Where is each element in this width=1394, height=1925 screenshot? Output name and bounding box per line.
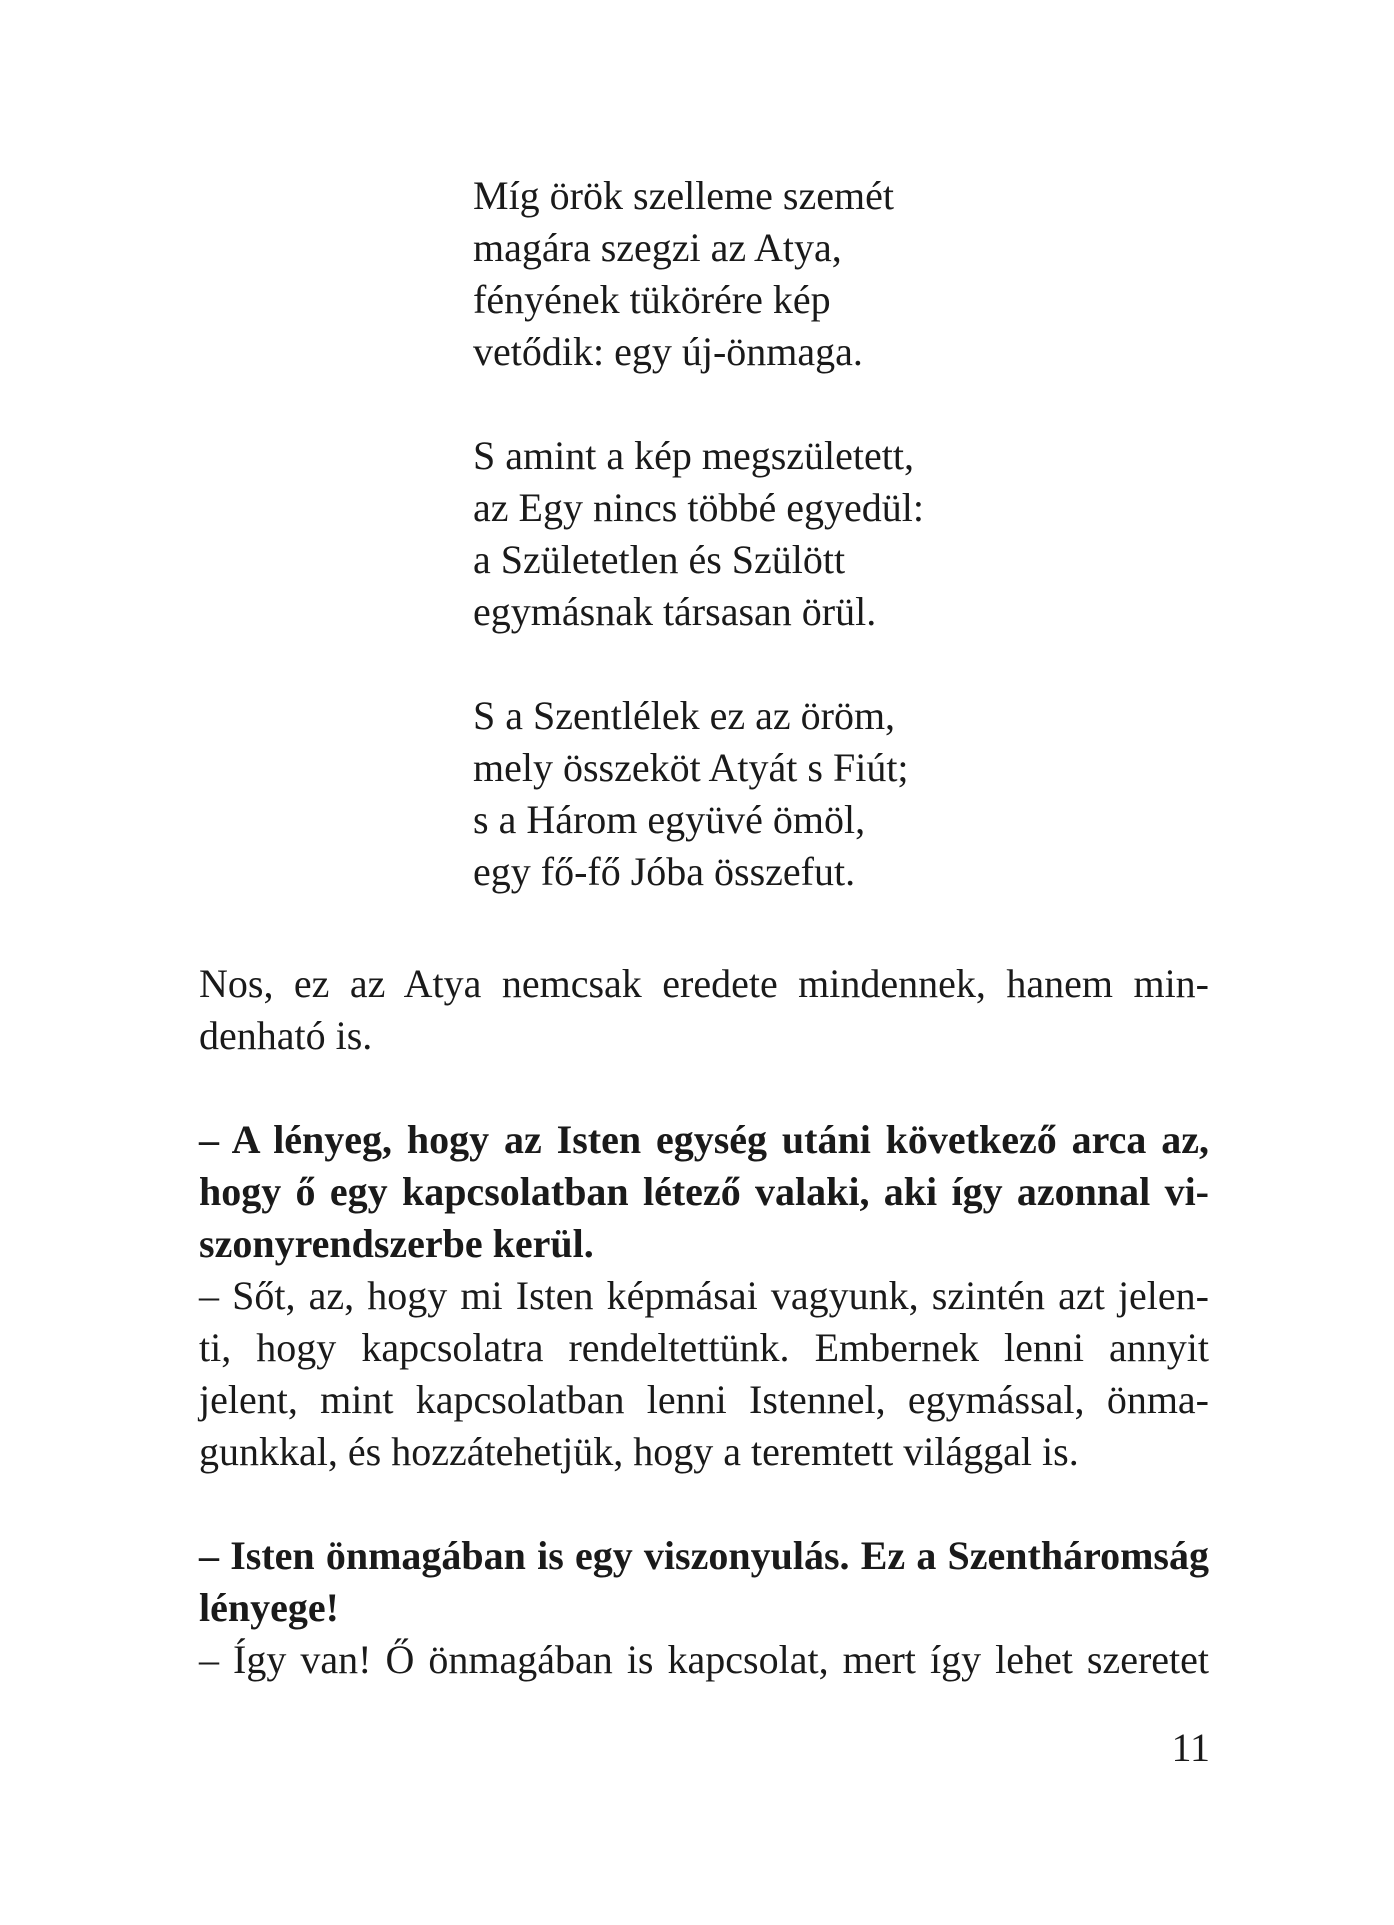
text-line: – Isten önmagában is egy viszonyulás. Ez a Szentháromság (199, 1533, 1209, 1578)
text-line: denható is. (199, 1013, 373, 1058)
poem-line: S amint a kép megszületett, (473, 433, 914, 478)
poem-line: egymásnak társasan örül. (473, 589, 877, 634)
page-number: 11 (1171, 1725, 1210, 1770)
text-line: – Így van! Ő önmagában is kapcsolat, mert így lehet szeretet (199, 1637, 1209, 1682)
poem-line: Míg örök szelleme szemét (473, 173, 894, 218)
question-1 (199, 1114, 1209, 1270)
text-line: szonyrendszerbe kerül. (199, 1221, 594, 1266)
text-line: ti, hogy kapcsolatra rendeltettünk. Embernek lenni annyit (199, 1325, 1209, 1370)
dialogue-group-2 (199, 1530, 1209, 1686)
poem-line: vetődik: egy új-önmaga. (473, 329, 863, 374)
answer-2 (199, 1634, 1209, 1686)
dialogue-group-1 (199, 1114, 1209, 1478)
answer-1 (199, 1270, 1209, 1478)
poem-line: egy fő-fő Jóba összefut. (473, 849, 856, 894)
poem-stanza-2 (473, 430, 1233, 638)
paragraph-intro (199, 958, 1209, 1062)
poem-line: s a Három együvé ömöl, (473, 797, 866, 842)
poem-line: magára szegzi az Atya, (473, 225, 842, 270)
poem-line: mely összeköt Atyát s Fiút; (473, 745, 909, 790)
text-line: jelent, mint kapcsolatban lenni Istennel, egymással, önma- (199, 1377, 1209, 1422)
text-line: – Sőt, az, hogy mi Isten képmásai vagyunk, szintén azt jelen- (199, 1273, 1209, 1318)
poem-line: S a Szentlélek ez az öröm, (473, 693, 896, 738)
text-line: Nos, ez az Atya nemcsak eredete mindennek, hanem min- (199, 961, 1209, 1006)
poem-line: az Egy nincs többé egyedül: (473, 485, 924, 530)
poem (473, 170, 1233, 898)
poem-stanza-3 (473, 690, 1233, 898)
prose-body (199, 958, 1209, 1686)
text-line: hogy ő egy kapcsolatban létező valaki, aki így azonnal vi- (199, 1169, 1209, 1214)
poem-line: a Születetlen és Szülött (473, 537, 846, 582)
question-2 (199, 1530, 1209, 1634)
text-line: lényege! (199, 1585, 339, 1630)
text-line: gunkkal, és hozzátehetjük, hogy a teremtett világgal is. (199, 1429, 1079, 1474)
poem-stanza-1 (473, 170, 1233, 378)
poem-line: fényének tükörére kép (473, 277, 831, 322)
text-line: – A lényeg, hogy az Isten egység utáni következő arca az, (199, 1117, 1209, 1162)
